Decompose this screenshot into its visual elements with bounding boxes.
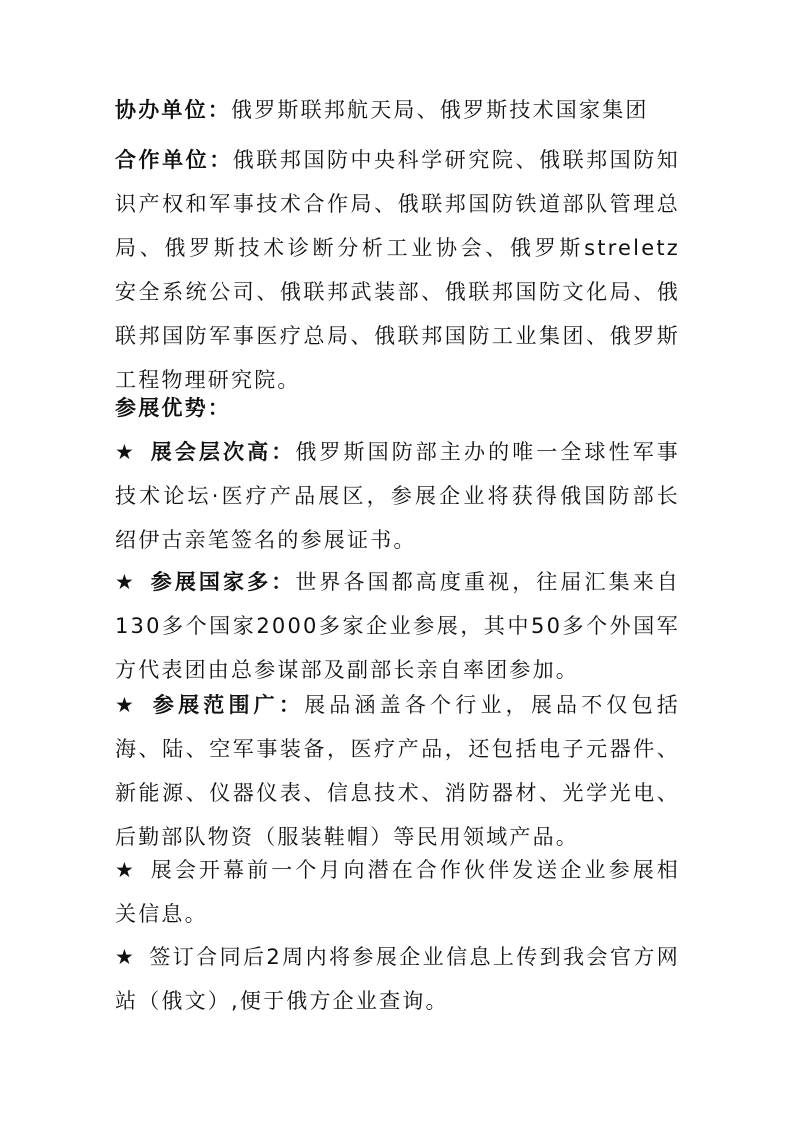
star-icon: ★: [115, 440, 137, 464]
advantage-label: 展会层次高：: [150, 440, 296, 464]
partner-paragraph: [115, 138, 680, 402]
advantage-text: 俄罗斯国防部主办的唯一全球性军事技术论坛·医疗产品展区，参展企业将获得俄国防部长绍伊古亲笔签名的参展证书。: [115, 440, 680, 552]
advantage-text: 展品涵盖各个行业，展品不仅包括海、陆、空军事装备，医疗产品，还包括电子元器件、新能源、仪器仪表、信息技术、消防器材、光学光电、后勤部队物资（服装鞋帽）等民用领域产品。: [115, 693, 680, 849]
advantage-text: 展会开幕前一个月向潜在合作伙伴发送企业参展相关信息。: [115, 858, 680, 926]
advantage-label: 参展范围广：: [152, 693, 305, 717]
advantage-label: 参展国家多：: [150, 570, 296, 594]
advantage-text: 世界各国都高度重视，往届汇集来自130多个国家2000多家企业参展，其中50多个外国军方代表团由总参谋部及副部长亲自率团参加。: [115, 570, 680, 682]
advantage-item-2: [115, 560, 680, 692]
advantage-item-5: [115, 935, 680, 1023]
partner-label: 合作单位：: [115, 148, 233, 172]
advantage-item-1: [115, 430, 680, 562]
advantages-heading: [115, 386, 680, 430]
star-icon: ★: [115, 693, 139, 717]
partner-text: 俄联邦国防中央科学研究院、俄联邦国防知识产权和军事技术合作局、俄联邦国防铁道部队管理总局、俄罗斯技术诊断分析工业协会、俄罗斯streletz 安全系统公司、俄联邦武装部、俄联邦国防文化局、俄联邦国防军事医疗总局、俄联邦国防工业集团、俄罗斯工程物理研究院。: [115, 148, 680, 392]
star-icon: ★: [115, 945, 137, 969]
advantage-text: 签订合同后2周内将参展企业信息上传到我会官方网站（俄文）,便于俄方企业查询。: [115, 945, 680, 1013]
star-icon: ★: [115, 858, 137, 882]
star-icon: ★: [115, 570, 137, 594]
advantage-item-4: [115, 848, 680, 936]
sponsor-label: 协办单位：: [115, 98, 231, 122]
sponsor-text: 俄罗斯联邦航天局、俄罗斯技术国家集团: [231, 98, 649, 122]
advantages-heading-text: 参展优势：: [115, 396, 231, 420]
advantage-item-3: [115, 683, 680, 859]
sponsor-paragraph: [115, 88, 680, 132]
